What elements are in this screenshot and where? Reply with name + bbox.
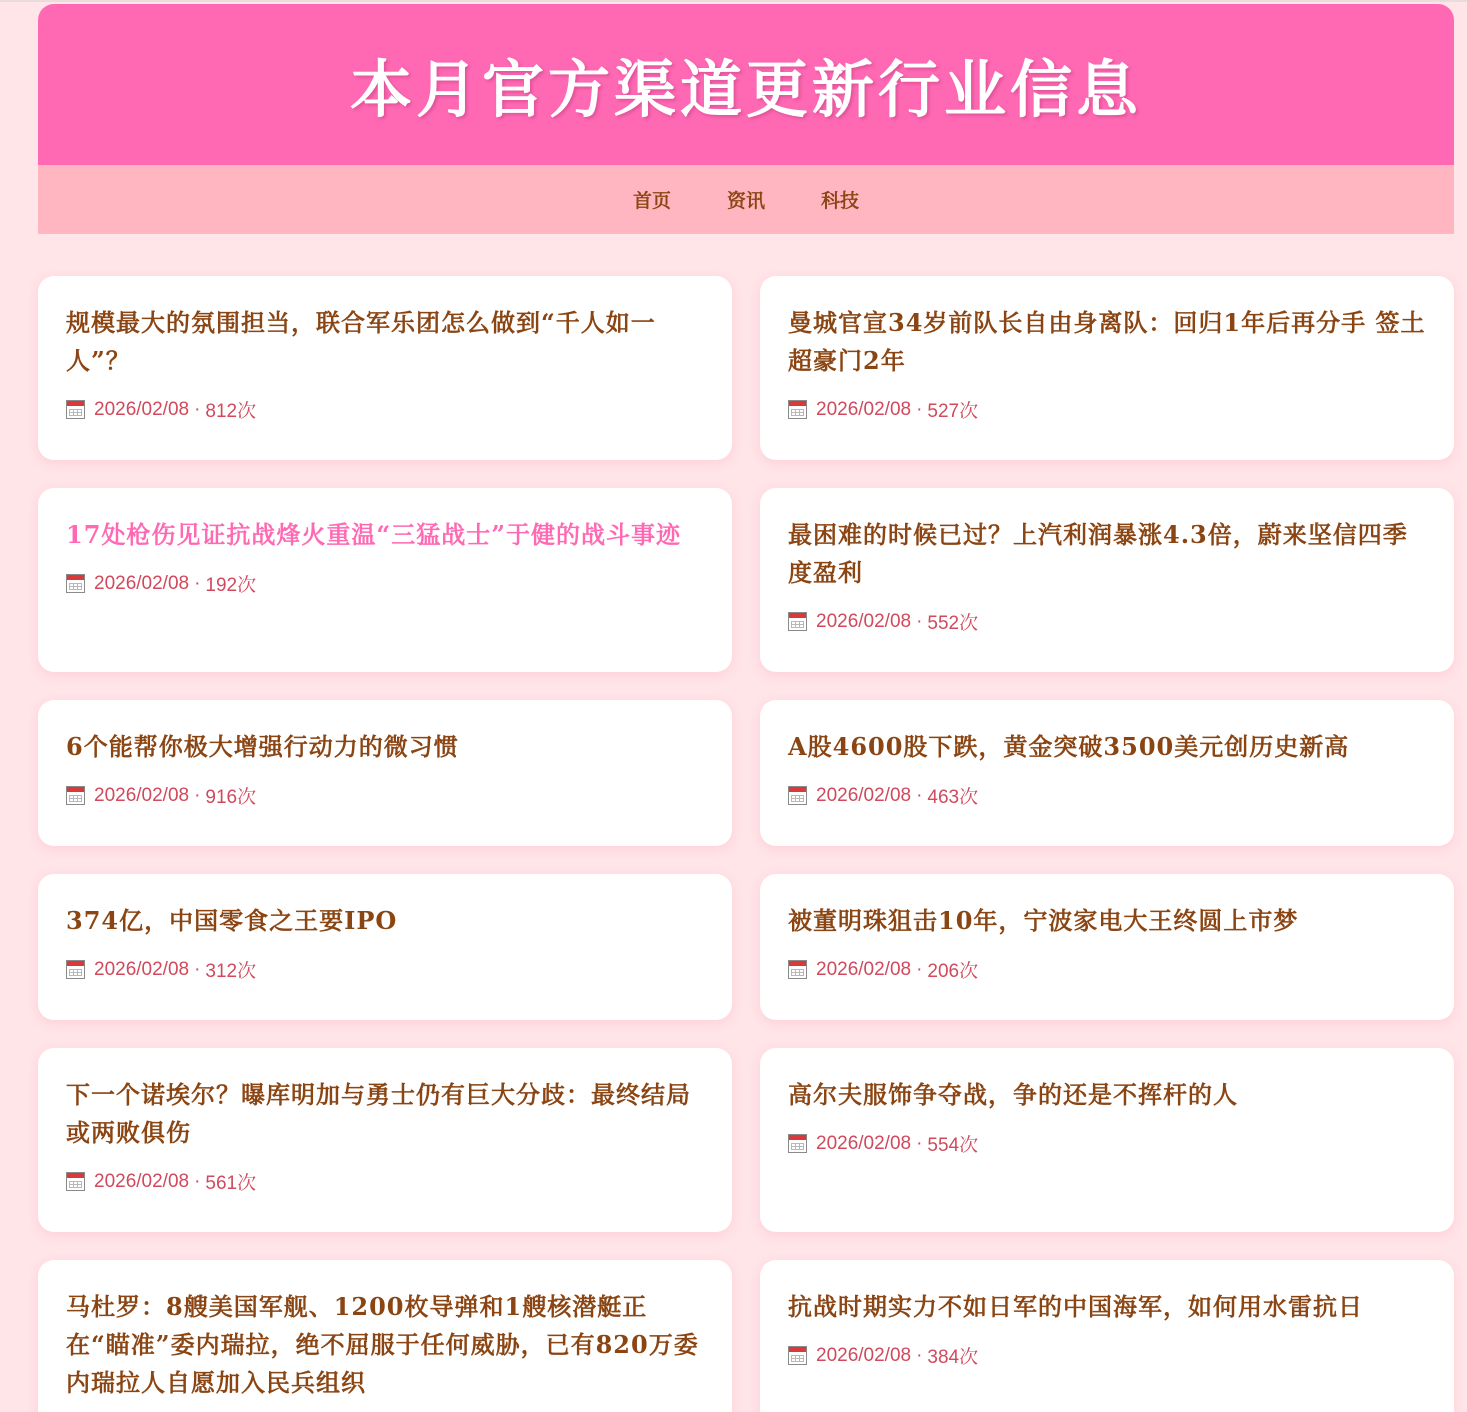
article-views: 206次 [927, 961, 979, 982]
article-card[interactable] [38, 276, 732, 460]
article-meta [788, 1342, 1426, 1369]
article-card[interactable] [760, 1048, 1454, 1232]
article-date: 2026/02/08 [94, 784, 190, 806]
article-meta [788, 1130, 1426, 1157]
meta-separator: · [916, 784, 923, 806]
article-views: 463次 [927, 787, 979, 808]
meta-separator: · [916, 958, 923, 980]
article-title[interactable]: 曼城官宣34岁前队长自由身离队：回归1年后再分手 签土超豪门2年 [788, 308, 1426, 375]
article-views: 312次 [205, 961, 257, 982]
article-views: 812次 [205, 401, 257, 422]
article-meta [788, 956, 1426, 983]
article-date: 2026/02/08 [816, 1344, 912, 1366]
meta-separator: · [194, 572, 201, 594]
meta-separator: · [916, 610, 923, 632]
article-date: 2026/02/08 [816, 398, 912, 420]
calendar-icon [788, 400, 807, 419]
article-meta [66, 570, 704, 597]
article-meta [788, 396, 1426, 423]
calendar-icon [66, 1172, 85, 1191]
article-card[interactable] [38, 874, 732, 1020]
article-date: 2026/02/08 [94, 398, 190, 420]
meta-separator: · [916, 1132, 923, 1154]
article-meta [788, 782, 1426, 809]
article-title[interactable]: 被董明珠狙击10年，宁波家电大王终圆上市梦 [788, 906, 1299, 935]
article-date: 2026/02/08 [816, 784, 912, 806]
main-nav [38, 165, 1454, 234]
article-views: 384次 [927, 1347, 979, 1368]
nav-link-news[interactable]: 资讯 [726, 190, 765, 212]
article-meta [66, 396, 704, 423]
calendar-icon [788, 960, 807, 979]
article-card[interactable] [760, 1260, 1454, 1412]
article-title[interactable]: 高尔夫服饰争夺战，争的还是不挥杆的人 [788, 1080, 1238, 1109]
meta-separator: · [194, 784, 201, 806]
article-date: 2026/02/08 [816, 1132, 912, 1154]
calendar-icon [66, 960, 85, 979]
article-title[interactable]: 374亿，中国零食之王要IPO [66, 906, 398, 935]
site-banner [38, 4, 1454, 165]
article-meta [66, 782, 704, 809]
article-title[interactable]: 最困难的时候已过？上汽利润暴涨4.3倍，蔚来坚信四季度盈利 [788, 520, 1408, 587]
article-date: 2026/02/08 [816, 610, 912, 632]
site-title: 本月官方渠道更新行业信息 [349, 53, 1142, 126]
article-card[interactable] [38, 700, 732, 846]
nav-link-tech[interactable]: 科技 [821, 190, 860, 212]
article-card[interactable] [38, 1260, 732, 1412]
calendar-icon [66, 574, 85, 593]
article-title[interactable]: 6个能帮你极大增强行动力的微习惯 [66, 732, 459, 761]
article-meta [66, 956, 704, 983]
article-date: 2026/02/08 [94, 1170, 190, 1192]
calendar-icon [66, 400, 85, 419]
article-card[interactable] [38, 1048, 732, 1232]
article-card[interactable] [760, 488, 1454, 672]
article-title[interactable]: 17处枪伤见证抗战烽火重温“三猛战士”于健的战斗事迹 [66, 520, 682, 549]
article-meta [788, 608, 1426, 635]
article-title[interactable]: 马杜罗：8艘美国军舰、1200枚导弹和1艘核潜艇正在“瞄准”委内瑞拉，绝不屈服于任何威胁，已有820万委内瑞拉人自愿加入民兵组织 [66, 1292, 699, 1397]
calendar-icon [66, 786, 85, 805]
article-views: 527次 [927, 401, 979, 422]
article-views: 554次 [927, 1135, 979, 1156]
article-title[interactable]: A股4600股下跌，黄金突破3500美元创历史新高 [788, 732, 1350, 761]
meta-separator: · [916, 1344, 923, 1366]
article-views: 192次 [205, 575, 257, 596]
meta-separator: · [194, 398, 201, 420]
meta-separator: · [194, 1170, 201, 1192]
article-card[interactable] [38, 488, 732, 672]
article-date: 2026/02/08 [816, 958, 912, 980]
article-meta [66, 1168, 704, 1195]
meta-separator: · [916, 398, 923, 420]
article-views: 916次 [205, 787, 257, 808]
calendar-icon [788, 1346, 807, 1365]
meta-separator: · [194, 958, 201, 980]
article-views: 561次 [205, 1173, 257, 1194]
article-card[interactable] [760, 276, 1454, 460]
article-title[interactable]: 下一个诺埃尔？曝库明加与勇士仍有巨大分歧：最终结局或两败俱伤 [66, 1080, 691, 1147]
article-grid [38, 276, 1454, 1412]
site-header [38, 4, 1454, 234]
article-card[interactable] [760, 874, 1454, 1020]
article-title[interactable]: 规模最大的氛围担当，联合军乐团怎么做到“千人如一人”？ [66, 308, 656, 375]
article-card[interactable] [760, 700, 1454, 846]
article-date: 2026/02/08 [94, 958, 190, 980]
article-views: 552次 [927, 613, 979, 634]
calendar-icon [788, 1134, 807, 1153]
article-title[interactable]: 抗战时期实力不如日军的中国海军，如何用水雷抗日 [788, 1292, 1363, 1321]
nav-link-home[interactable]: 首页 [632, 190, 671, 212]
calendar-icon [788, 786, 807, 805]
article-date: 2026/02/08 [94, 572, 190, 594]
calendar-icon [788, 612, 807, 631]
